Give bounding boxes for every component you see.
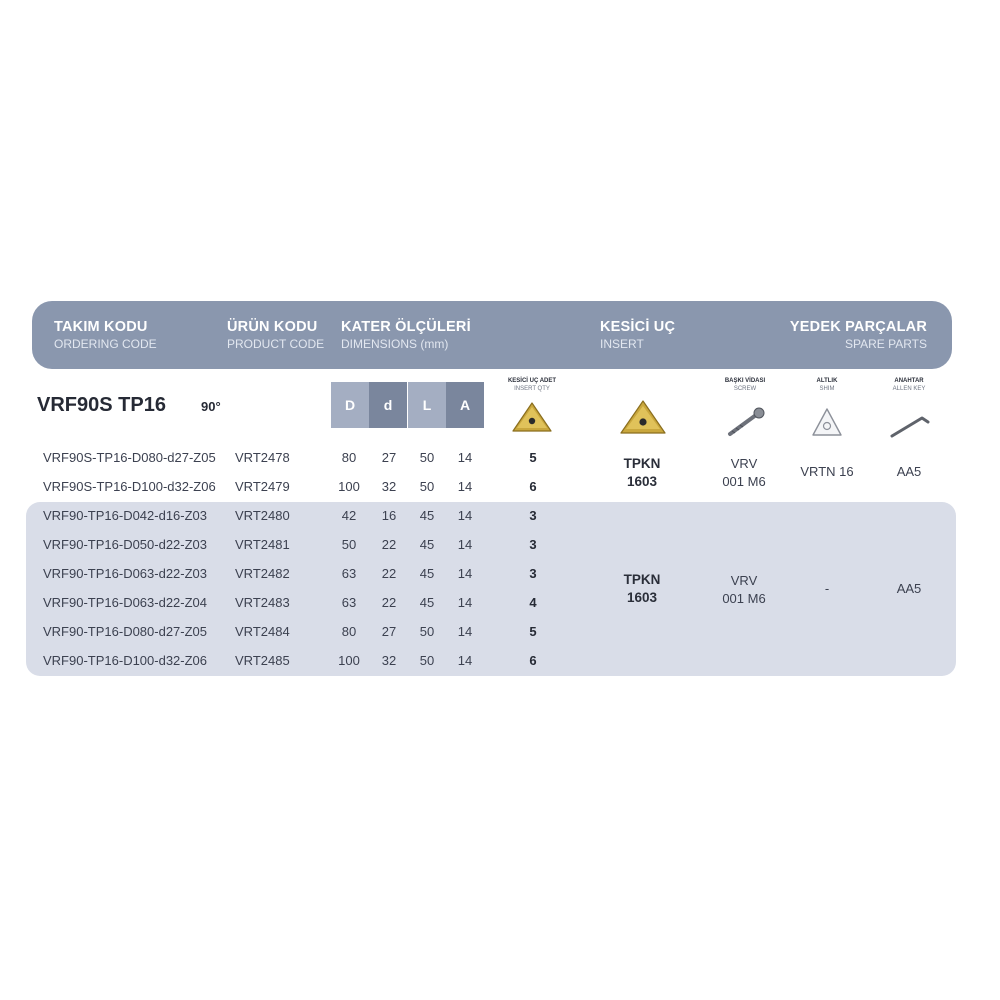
insert-qty-subtitle: INSERT QTY bbox=[514, 386, 550, 392]
insert-qty: 3 bbox=[529, 508, 537, 523]
dimension-header-A: A bbox=[446, 382, 484, 428]
dim-D: 42 bbox=[341, 508, 357, 523]
dim-L: 50 bbox=[419, 624, 435, 639]
insert-qty: 5 bbox=[529, 450, 537, 465]
group2-screw-line1: VRV bbox=[730, 573, 758, 588]
insert-qty: 4 bbox=[529, 595, 537, 610]
group1-shim: VRTN 16 bbox=[800, 464, 854, 479]
group2-insert-line2: 1603 bbox=[626, 590, 658, 605]
ordering-code: VRF90S-TP16-D080-d27-Z05 bbox=[43, 450, 216, 465]
product-code-subtitle: PRODUCT CODE bbox=[227, 337, 325, 351]
dim-d: 27 bbox=[381, 450, 397, 465]
ordering-code-title: TAKIM KODU bbox=[54, 319, 148, 335]
dim-D: 63 bbox=[341, 595, 357, 610]
dimension-header-L: L bbox=[408, 382, 446, 428]
ordering-code: VRF90-TP16-D050-d22-Z03 bbox=[43, 537, 208, 552]
product-code: VRT2478 bbox=[235, 450, 290, 465]
dim-L: 45 bbox=[419, 537, 435, 552]
dim-D: 80 bbox=[341, 624, 357, 639]
insert-subtitle: INSERT bbox=[600, 337, 644, 351]
product-code: VRT2485 bbox=[235, 653, 290, 668]
dim-A: 14 bbox=[457, 595, 473, 610]
dimension-header-D: D bbox=[331, 382, 369, 428]
product-code: VRT2481 bbox=[235, 537, 290, 552]
spare-parts-subtitle: SPARE PARTS bbox=[844, 337, 927, 351]
allen-key-title: ANAHTAR bbox=[894, 378, 924, 384]
ordering-code-subtitle: ORDERING CODE bbox=[54, 337, 157, 351]
product-code: VRT2480 bbox=[235, 508, 290, 523]
ordering-code: VRF90-TP16-D100-d32-Z06 bbox=[43, 653, 208, 668]
group1-allen-key: AA5 bbox=[896, 464, 922, 479]
header-bar bbox=[32, 301, 952, 369]
group1-screw-line1: VRV bbox=[730, 456, 758, 471]
dim-D: 100 bbox=[338, 653, 360, 668]
table-row bbox=[0, 530, 1000, 559]
shim-title: ALTLIK bbox=[816, 378, 838, 384]
dim-A: 14 bbox=[457, 450, 473, 465]
group1-insert-line2: 1603 bbox=[626, 474, 658, 489]
group2-insert-line1: TPKN bbox=[623, 572, 661, 587]
product-code: VRT2483 bbox=[235, 595, 290, 610]
dim-A: 14 bbox=[457, 537, 473, 552]
insert-qty: 3 bbox=[529, 537, 537, 552]
dim-A: 14 bbox=[457, 624, 473, 639]
insert-qty: 6 bbox=[529, 653, 537, 668]
dimension-header-d: d bbox=[369, 382, 407, 428]
shim-subtitle: SHIM bbox=[819, 386, 835, 392]
dim-L: 45 bbox=[419, 595, 435, 610]
screw-title: BAŞKI VİDASI bbox=[724, 378, 766, 384]
group2-allen-key: AA5 bbox=[896, 581, 922, 596]
model-title: VRF90S TP16 bbox=[37, 394, 166, 416]
table-row bbox=[0, 646, 1000, 675]
ordering-code: VRF90-TP16-D063-d22-Z03 bbox=[43, 566, 208, 581]
group1-screw-line2: 001 M6 bbox=[722, 474, 766, 489]
ordering-code: VRF90-TP16-D042-d16-Z03 bbox=[43, 508, 208, 523]
insert-qty: 3 bbox=[529, 566, 537, 581]
screw-icon bbox=[722, 406, 768, 440]
product-code: VRT2484 bbox=[235, 624, 290, 639]
product-code: VRT2482 bbox=[235, 566, 290, 581]
dim-A: 14 bbox=[457, 566, 473, 581]
insert-triangle-icon bbox=[618, 398, 668, 438]
dim-D: 50 bbox=[341, 537, 357, 552]
insert-title: KESİCİ UÇ bbox=[600, 319, 676, 335]
dim-D: 100 bbox=[338, 479, 360, 494]
dim-L: 50 bbox=[419, 653, 435, 668]
insert-qty: 5 bbox=[529, 624, 537, 639]
dim-d: 22 bbox=[381, 566, 397, 581]
screw-subtitle: SCREW bbox=[733, 386, 757, 392]
ordering-code: VRF90-TP16-D080-d27-Z05 bbox=[43, 624, 208, 639]
dim-d: 32 bbox=[381, 653, 397, 668]
dim-L: 45 bbox=[419, 508, 435, 523]
dim-d: 22 bbox=[381, 537, 397, 552]
dim-A: 14 bbox=[457, 479, 473, 494]
insert-qty-title: KESİCİ UÇ ADET bbox=[507, 378, 557, 384]
dim-A: 14 bbox=[457, 653, 473, 668]
group2-shim: - bbox=[824, 581, 830, 596]
table-row bbox=[0, 617, 1000, 646]
dim-d: 22 bbox=[381, 595, 397, 610]
allen-key-subtitle: ALLEN KEY bbox=[892, 386, 926, 392]
dim-L: 50 bbox=[419, 450, 435, 465]
dim-d: 27 bbox=[381, 624, 397, 639]
product-code-title: ÜRÜN KODU bbox=[227, 319, 318, 335]
ordering-code: VRF90S-TP16-D100-d32-Z06 bbox=[43, 479, 216, 494]
product-code: VRT2479 bbox=[235, 479, 290, 494]
dim-d: 32 bbox=[381, 479, 397, 494]
dim-D: 80 bbox=[341, 450, 357, 465]
table-row bbox=[0, 501, 1000, 530]
shim-icon bbox=[810, 406, 844, 440]
dimensions-title: KATER ÖLÇÜLERİ bbox=[341, 319, 471, 335]
dim-L: 45 bbox=[419, 566, 435, 581]
spare-parts-title: YEDEK PARÇALAR bbox=[789, 319, 927, 335]
dim-D: 63 bbox=[341, 566, 357, 581]
dim-d: 16 bbox=[381, 508, 397, 523]
angle-label: 90° bbox=[201, 399, 221, 414]
ordering-code: VRF90-TP16-D063-d22-Z04 bbox=[43, 595, 208, 610]
insert-qty: 6 bbox=[529, 479, 537, 494]
dim-L: 50 bbox=[419, 479, 435, 494]
allen-key-icon bbox=[888, 410, 932, 440]
insert-qty-triangle-icon bbox=[510, 400, 554, 436]
group1-insert-line1: TPKN bbox=[623, 456, 661, 471]
group2-screw-line2: 001 M6 bbox=[722, 591, 766, 606]
dim-A: 14 bbox=[457, 508, 473, 523]
dimensions-subtitle: DIMENSIONS (mm) bbox=[341, 337, 449, 351]
